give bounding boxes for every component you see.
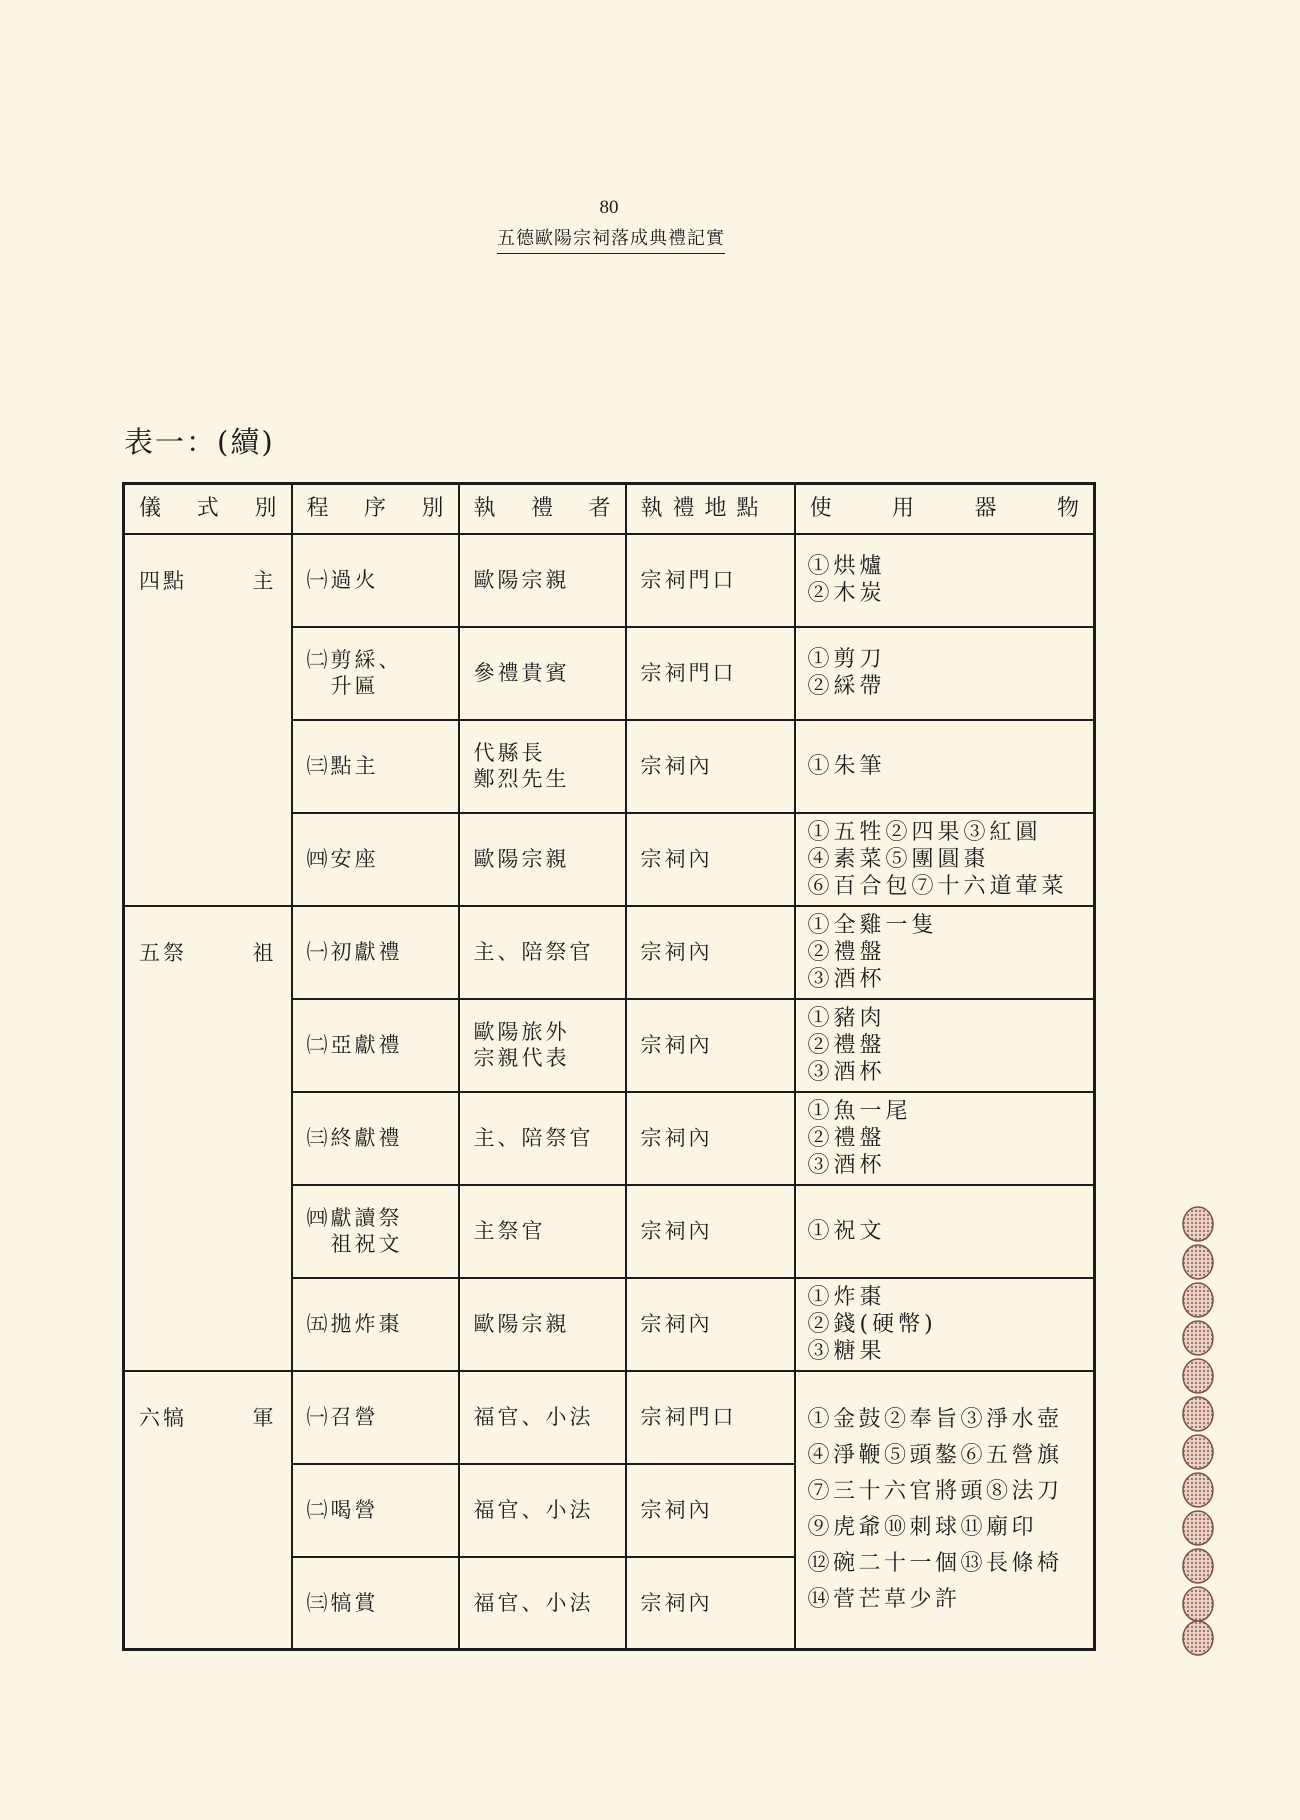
- location-cell: [626, 1185, 795, 1278]
- procedure-cell: [292, 627, 459, 720]
- location-cell: [626, 906, 795, 999]
- ceremony-cell: [124, 1371, 292, 1650]
- item-line: ①五牲②四果③紅圓: [807, 819, 1042, 845]
- item-line: ④淨鞭⑤頭鏊⑥五營旗: [807, 1442, 1063, 1468]
- location-text: 宗祠內: [640, 754, 713, 778]
- performer-text: 鄭烈先生: [473, 767, 570, 791]
- ornament-ovals: [1183, 1207, 1213, 1655]
- performer-text: 歐陽宗親: [473, 847, 570, 871]
- item-line: ①炸棗: [807, 1284, 886, 1310]
- procedure-text: ㈢犒賞: [306, 1590, 379, 1615]
- procedure-cell: [292, 906, 459, 999]
- performer-text: 歐陽旅外: [473, 1020, 570, 1044]
- performer-cell: [459, 1278, 626, 1371]
- item-line: ②錢(硬幣): [807, 1311, 937, 1337]
- ceremony-label-end: 祖: [252, 940, 277, 965]
- procedure-text: ㈢點主: [306, 754, 379, 778]
- items-cell: [795, 999, 1095, 1092]
- procedure-text: ㈡亞獻禮: [306, 1033, 403, 1057]
- item-line: ⑥百合包⑦十六道葷菜: [807, 873, 1068, 899]
- page-number: 80: [599, 197, 619, 218]
- ceremony-label-main: 四點: [139, 568, 187, 593]
- table-row: [124, 1371, 1095, 1464]
- location-text: 宗祠內: [640, 1498, 713, 1522]
- running-title: 五德歐陽宗祠落成典禮記實: [497, 228, 725, 254]
- item-line: ①全雞一隻: [807, 912, 938, 938]
- margin-ornament-strip: [1178, 1205, 1218, 1657]
- location-cell: [626, 1557, 795, 1650]
- performer-text: 參禮貴賓: [473, 661, 570, 685]
- performer-cell: [459, 720, 626, 813]
- procedure-cell: [292, 999, 459, 1092]
- location-cell: [626, 1092, 795, 1185]
- header-procedure: [292, 484, 459, 534]
- header-performer: [459, 484, 626, 534]
- procedure-cell: [292, 1371, 459, 1464]
- table-header-row: [124, 484, 1095, 534]
- procedure-cell: [292, 720, 459, 813]
- performer-cell: [459, 1557, 626, 1650]
- performer-cell: [459, 1371, 626, 1464]
- location-cell: [626, 999, 795, 1092]
- header-items-text: 使用器物: [809, 495, 1079, 521]
- running-title-container: [411, 228, 811, 254]
- procedure-cell: [292, 1092, 459, 1185]
- item-line: ①祝文: [807, 1218, 886, 1244]
- location-text: 宗祠門口: [640, 568, 737, 592]
- header-ceremony: [124, 484, 292, 534]
- item-line: ①金鼓②奉旨③淨水壺: [807, 1406, 1063, 1432]
- performer-text: 宗親代表: [473, 1046, 570, 1070]
- item-line: ②禮盤: [807, 939, 886, 965]
- ceremony-label-end: 主: [252, 568, 277, 593]
- performer-text: 福官、小法: [473, 1590, 594, 1615]
- performer-cell: [459, 1185, 626, 1278]
- location-cell: [626, 720, 795, 813]
- performer-text: 福官、小法: [473, 1498, 594, 1522]
- ornament-oval: [1183, 1473, 1213, 1507]
- ceremony-cell: [124, 534, 292, 906]
- performer-cell: [459, 627, 626, 720]
- procedure-text: ㈠過火: [306, 568, 379, 592]
- table-caption: 表一：(續): [124, 425, 275, 459]
- procedure-text: ㈣安座: [306, 847, 379, 871]
- ornament-oval: [1183, 1549, 1213, 1583]
- procedure-text: ㈠初獻禮: [306, 940, 403, 964]
- ornament-oval: [1183, 1397, 1213, 1431]
- ceremony-table: [122, 482, 1096, 1651]
- location-text: 宗祠門口: [640, 1405, 737, 1429]
- items-cell: [795, 813, 1095, 906]
- item-line: ⑦三十六官將頭⑧法刀: [807, 1478, 1063, 1504]
- performer-text: 主、陪祭官: [473, 940, 594, 964]
- item-line: ①豬肉: [807, 1005, 886, 1031]
- ceremony-label-main: 六犒: [139, 1405, 187, 1430]
- item-line: ②綵帶: [807, 674, 886, 699]
- performer-text: 歐陽宗親: [473, 568, 570, 592]
- item-line: ③糖果: [807, 1338, 886, 1364]
- item-line: ⑭菅芒草少許: [807, 1586, 961, 1612]
- ornament-oval: [1183, 1435, 1213, 1469]
- item-line: ⑨虎爺⑩刺球⑪廟印: [807, 1514, 1038, 1540]
- location-cell: [626, 813, 795, 906]
- performer-text: 主、陪祭官: [473, 1126, 594, 1150]
- header-procedure-text: 程序別: [306, 495, 444, 521]
- item-line: ③酒杯: [807, 966, 886, 992]
- procedure-text: ㈡剪綵、: [306, 648, 403, 672]
- location-text: 宗祠內: [640, 1033, 713, 1057]
- procedure-cell: [292, 813, 459, 906]
- performer-cell: [459, 813, 626, 906]
- ceremony-label-end: 軍: [252, 1405, 277, 1430]
- items-cell: [795, 720, 1095, 813]
- location-text: 宗祠門口: [640, 661, 737, 685]
- location-cell: [626, 1371, 795, 1464]
- item-line: ④素菜⑤團圓棗: [807, 846, 990, 872]
- item-line: ⑫碗二十一個⑬長條椅: [807, 1550, 1063, 1576]
- ornament-oval: [1183, 1359, 1213, 1393]
- procedure-text-continued: 升匾: [330, 674, 379, 698]
- items-cell: [795, 1278, 1095, 1371]
- performer-cell: [459, 999, 626, 1092]
- header-location-text: 執禮地點: [640, 495, 769, 521]
- procedure-cell: [292, 1464, 459, 1557]
- procedure-cell: [292, 1557, 459, 1650]
- location-text: 宗祠內: [640, 940, 713, 964]
- header-location: [626, 484, 795, 534]
- item-line: ②禮盤: [807, 1032, 886, 1058]
- procedure-cell: [292, 1278, 459, 1371]
- performer-cell: [459, 1092, 626, 1185]
- ceremony-label: [139, 1405, 277, 1431]
- performer-cell: [459, 534, 626, 627]
- table-row: [124, 534, 1095, 627]
- procedure-text-continued: 祖祝文: [330, 1232, 403, 1256]
- ornament-oval: [1183, 1245, 1213, 1279]
- location-text: 宗祠內: [640, 1219, 713, 1243]
- ornament-oval: [1183, 1321, 1213, 1355]
- location-cell: [626, 534, 795, 627]
- ornament-oval: [1183, 1587, 1213, 1621]
- location-text: 宗祠內: [640, 847, 713, 871]
- location-cell: [626, 1464, 795, 1557]
- table-row: [124, 906, 1095, 999]
- ceremony-cell: [124, 906, 292, 1371]
- ornament-oval: [1183, 1207, 1213, 1241]
- items-cell: [795, 906, 1095, 999]
- ornament-oval: [1183, 1283, 1213, 1317]
- location-cell: [626, 627, 795, 720]
- item-line: ①魚一尾: [807, 1098, 912, 1124]
- header-items: [795, 484, 1095, 534]
- item-line: ②木炭: [807, 581, 886, 606]
- location-text: 宗祠內: [640, 1126, 713, 1150]
- performer-text: 代縣長: [473, 741, 546, 765]
- procedure-text: ㈠召營: [306, 1405, 379, 1429]
- item-line: ①剪刀: [807, 647, 886, 672]
- item-line: ③酒杯: [807, 1059, 886, 1085]
- items-cell-shared: [795, 1371, 1095, 1650]
- item-line: ②禮盤: [807, 1125, 886, 1151]
- item-line: ①烘爐: [807, 554, 886, 579]
- items-cell: [795, 1185, 1095, 1278]
- ceremony-label-main: 五祭: [139, 940, 187, 965]
- performer-cell: [459, 1464, 626, 1557]
- performer-text: 歐陽宗親: [473, 1312, 570, 1336]
- ornament-oval: [1183, 1621, 1213, 1655]
- items-cell: [795, 627, 1095, 720]
- procedure-text: ㈤拋炸棗: [306, 1312, 403, 1336]
- location-text: 宗祠內: [640, 1312, 713, 1336]
- procedure-cell: [292, 534, 459, 627]
- items-cell: [795, 1092, 1095, 1185]
- location-cell: [626, 1278, 795, 1371]
- procedure-text: ㈣獻讀祭: [306, 1206, 403, 1230]
- performer-text: 福官、小法: [473, 1405, 594, 1429]
- procedure-text: ㈡喝營: [306, 1498, 379, 1522]
- procedure-cell: [292, 1185, 459, 1278]
- performer-text: 主祭官: [473, 1219, 546, 1243]
- items-cell: [795, 534, 1095, 627]
- ceremony-label: [139, 940, 277, 966]
- ceremony-label: [139, 568, 277, 594]
- procedure-text: ㈢終獻禮: [306, 1126, 403, 1150]
- ornament-oval: [1183, 1511, 1213, 1545]
- location-text: 宗祠內: [640, 1590, 713, 1615]
- header-performer-text: 執禮者: [473, 495, 611, 521]
- item-line: ③酒杯: [807, 1152, 886, 1178]
- header-ceremony-text: 儀式別: [139, 495, 277, 521]
- item-line: ①朱筆: [807, 753, 886, 779]
- performer-cell: [459, 906, 626, 999]
